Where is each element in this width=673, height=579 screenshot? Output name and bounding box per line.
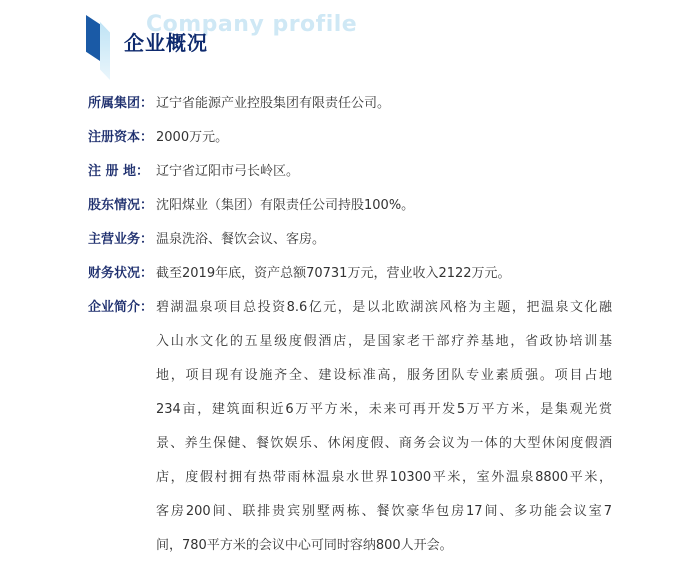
info-label-finance: 财务状况： — [88, 266, 154, 281]
intro-line: 入山水文化的五星级度假酒店，是国家老干部疗养基地，省政协培训基 — [156, 334, 612, 349]
header-accent-bar-light — [100, 22, 110, 80]
info-row-address — [88, 162, 628, 182]
intro-line: 间，780平方米的会议中心可同时容纳800人开会。 — [156, 538, 453, 553]
intro-line: 234亩，建筑面积近6万平方米，未来可再开发5万平方米，是集观光赏 — [156, 402, 612, 417]
info-label-capital: 注册资本： — [88, 130, 154, 145]
info-label-intro: 企业简介： — [88, 300, 154, 315]
info-row-group — [88, 94, 628, 114]
info-value-finance: 截至2019年底，资产总额70731万元，营业收入2122万元。 — [156, 266, 511, 281]
section-title: 企业概况 — [124, 31, 208, 55]
header-watermark-text: Company profile — [146, 12, 358, 37]
intro-paragraph — [156, 291, 612, 563]
intro-line: 地，项目现有设施齐全、建设标准高，服务团队专业素质强。项目占地 — [156, 368, 612, 383]
company-info — [88, 94, 628, 563]
intro-line: 店，度假村拥有热带雨林温泉水世界10300平米，室外温泉8800平米， — [156, 470, 612, 485]
info-label-shareholder: 股东情况： — [88, 198, 154, 213]
info-row-finance — [88, 264, 628, 284]
info-label-address: 注 册 地： — [88, 164, 150, 179]
intro-line: 碧湖温泉项目总投资8.6亿元，是以北欧湖滨风格为主题，把温泉文化融 — [156, 300, 612, 315]
info-row-shareholder — [88, 196, 628, 216]
info-row-intro — [88, 298, 628, 563]
info-value-capital: 2000万元。 — [156, 130, 229, 145]
info-row-capital — [88, 128, 628, 148]
info-label-group: 所属集团： — [88, 96, 154, 111]
intro-line: 景、养生保健、餐饮娱乐、休闲度假、商务会议为一体的大型休闲度假酒 — [156, 436, 612, 451]
info-value-group: 辽宁省能源产业控股集团有限责任公司。 — [156, 96, 391, 111]
info-value-business: 温泉洗浴、餐饮会议、客房。 — [156, 232, 326, 247]
section-header — [0, 0, 673, 80]
info-value-shareholder: 沈阳煤业（集团）有限责任公司持股100%。 — [156, 198, 415, 213]
intro-line: 客房200间、联排贵宾别墅两栋、餐饮豪华包房17间、多功能会议室7 — [156, 504, 612, 519]
header-accent-bar-dark — [86, 15, 100, 61]
info-row-business — [88, 230, 628, 250]
info-label-business: 主营业务： — [88, 232, 154, 247]
info-value-address: 辽宁省辽阳市弓长岭区。 — [156, 164, 300, 179]
